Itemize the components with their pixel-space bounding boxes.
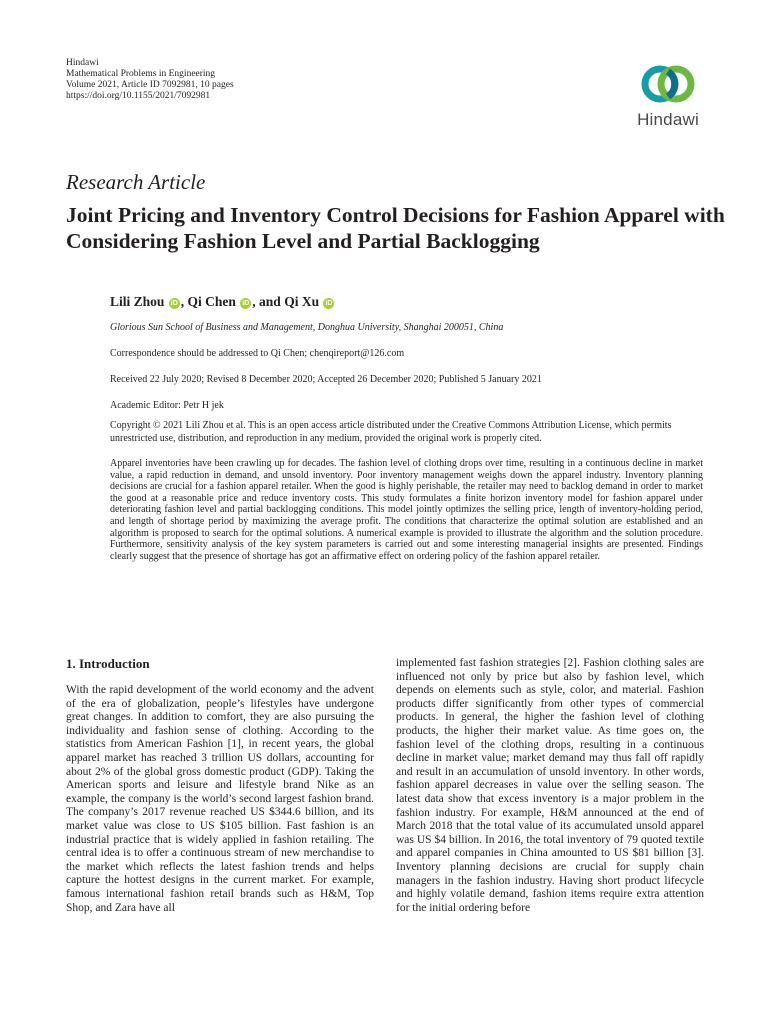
publisher-name: Hindawi [66,58,99,68]
article-type: Research Article [66,170,206,194]
hindawi-logo [628,60,708,134]
section-heading: 1. Introduction [66,656,150,671]
author-separator: , and [252,294,285,309]
orcid-icon[interactable]: iD [325,300,333,307]
author-name[interactable]: Lili Zhou [110,294,165,309]
author-separator: , [180,294,188,309]
journal-name: Mathematical Problems in Engineering [66,69,216,79]
hindawi-rings-icon [638,60,698,108]
abstract: Apparel inventories have been crawling up for decades. The fashion level of clothing drops over time, resulting in a continuous decline in market value, a rapid reduction in demand, and unsold inventory. Poor inventory management weighs down the apparel industry. Inventory planning decisions are crucial for a fashion apparel retailer. When the good is highly perishable, the retailer may need to backlog demand in order to market the good at a reasonable price and reduce inventory costs. This study formulates a finite horizon inventory model for fashion apparel under deteriorating fashion level and partial backlogging conditions. This model jointly optimizes the selling price, length of inventory-holding period, and length of shortage period by maximizing the average profit. The conditions that characterize the optimal solution are established and an algorithm is proposed to search for the optimal solutions. A numerical example is provided to illustrate the algorithm and the solution procedure. Furthermore, sensitivity analysis of the key system parameters is carried out and some interesting managerial insights are presented. Findings clearly suggest that the presence of shortage has got an affirmative effect on ordering policy of the fashion apparel retailer. [110,458,703,562]
volume-line: Volume 2021, Article ID 7092981, 10 pages [66,80,234,90]
correspondence: Correspondence should be addressed to Qi Chen; chenqireport@126.com [110,348,405,359]
author-name[interactable]: Qi Chen [187,294,236,309]
publication-dates: Received 22 July 2020; Revised 8 December 2020; Accepted 26 December 2020; Published 5 January 2021 [110,374,542,385]
author-list [110,294,335,310]
academic-editor: Academic Editor: Petr H jek [110,400,224,411]
hindawi-wordmark: Hindawi [637,110,699,129]
journal-meta [66,58,234,102]
body-column-left: With the rapid development of the world economy and the advent of the era of globalization, people’s lifestyles have undergone great changes. In addition to comfort, they are also pursuing the individuality and fashion sense of clothing. According to the statistics from American Fashion [1], in recent years, the global apparel market has reached 3 trillion US dollars, accounting for about 2% of the global gross domestic product (GDP). Taking the American sports and leisure and lifestyle brand Nike as an example, the company is the world’s second largest fashion brand. The company’s 2017 revenue reached US $344.6 billion, and its market value was close to US $105 billion. Fast fashion is an industrial practice that is widely applied in fashion retailing. The central idea is to offer a continuous stream of new merchandise to the market which reflects the latest fashion trends and helps capture the hottest designs in the current market. For example, famous international fashion retail brands such as H&M, Top Shop, and Zara have all [66,684,374,914]
body-column-right: implemented fast fashion strategies [2]. Fashion clothing sales are influenced not only by price but also by fashion level, which depends on elements such as style, color, and material. Fashion products differ significantly from other types of commercial products. In general, the higher the fashion level of clothing products, the higher their market value. As time goes on, the fashion level of the clothing drops, resulting in a continuous decline in market value; market demand may thus fall off rapidly and result in an accumulation of unsold inventory. In other words, fashion apparel decreases in value over the selling season. The latest data show that excess inventory is a major problem in the fashion industry. For example, H&M announced at the end of March 2018 that the total value of its accumulated unsold apparel was US $4 billion. In 2016, the total inventory of 79 quoted textile and apparel companies in China amounted to US $81 billion [3]. Inventory planning decisions are crucial for supply chain managers in the fashion industry. Having short product lifecycle and highly volatile demand, fashion items require extra attention for the initial ordering before [396,657,704,914]
license-statement: Copyright © 2021 Lili Zhou et al. This is an open access article distributed under the Creative Commons Attribution License, which permits unrestricted use, distribution, and reproduction in any medium, provided the original work is properly cited. [110,420,672,444]
orcid-icon[interactable]: iD [242,300,250,307]
author-name[interactable]: Qi Xu [284,294,320,309]
affiliation: Glorious Sun School of Business and Management, Donghua University, Shanghai 200051, China [110,322,504,333]
doi-link[interactable]: https://doi.org/10.1155/2021/7092981 [66,91,211,101]
article-title: Joint Pricing and Inventory Control Decisions for Fashion Apparel with Considering Fashion Level and Partial Backlogging [66,203,725,253]
orcid-icon[interactable]: iD [170,300,178,307]
